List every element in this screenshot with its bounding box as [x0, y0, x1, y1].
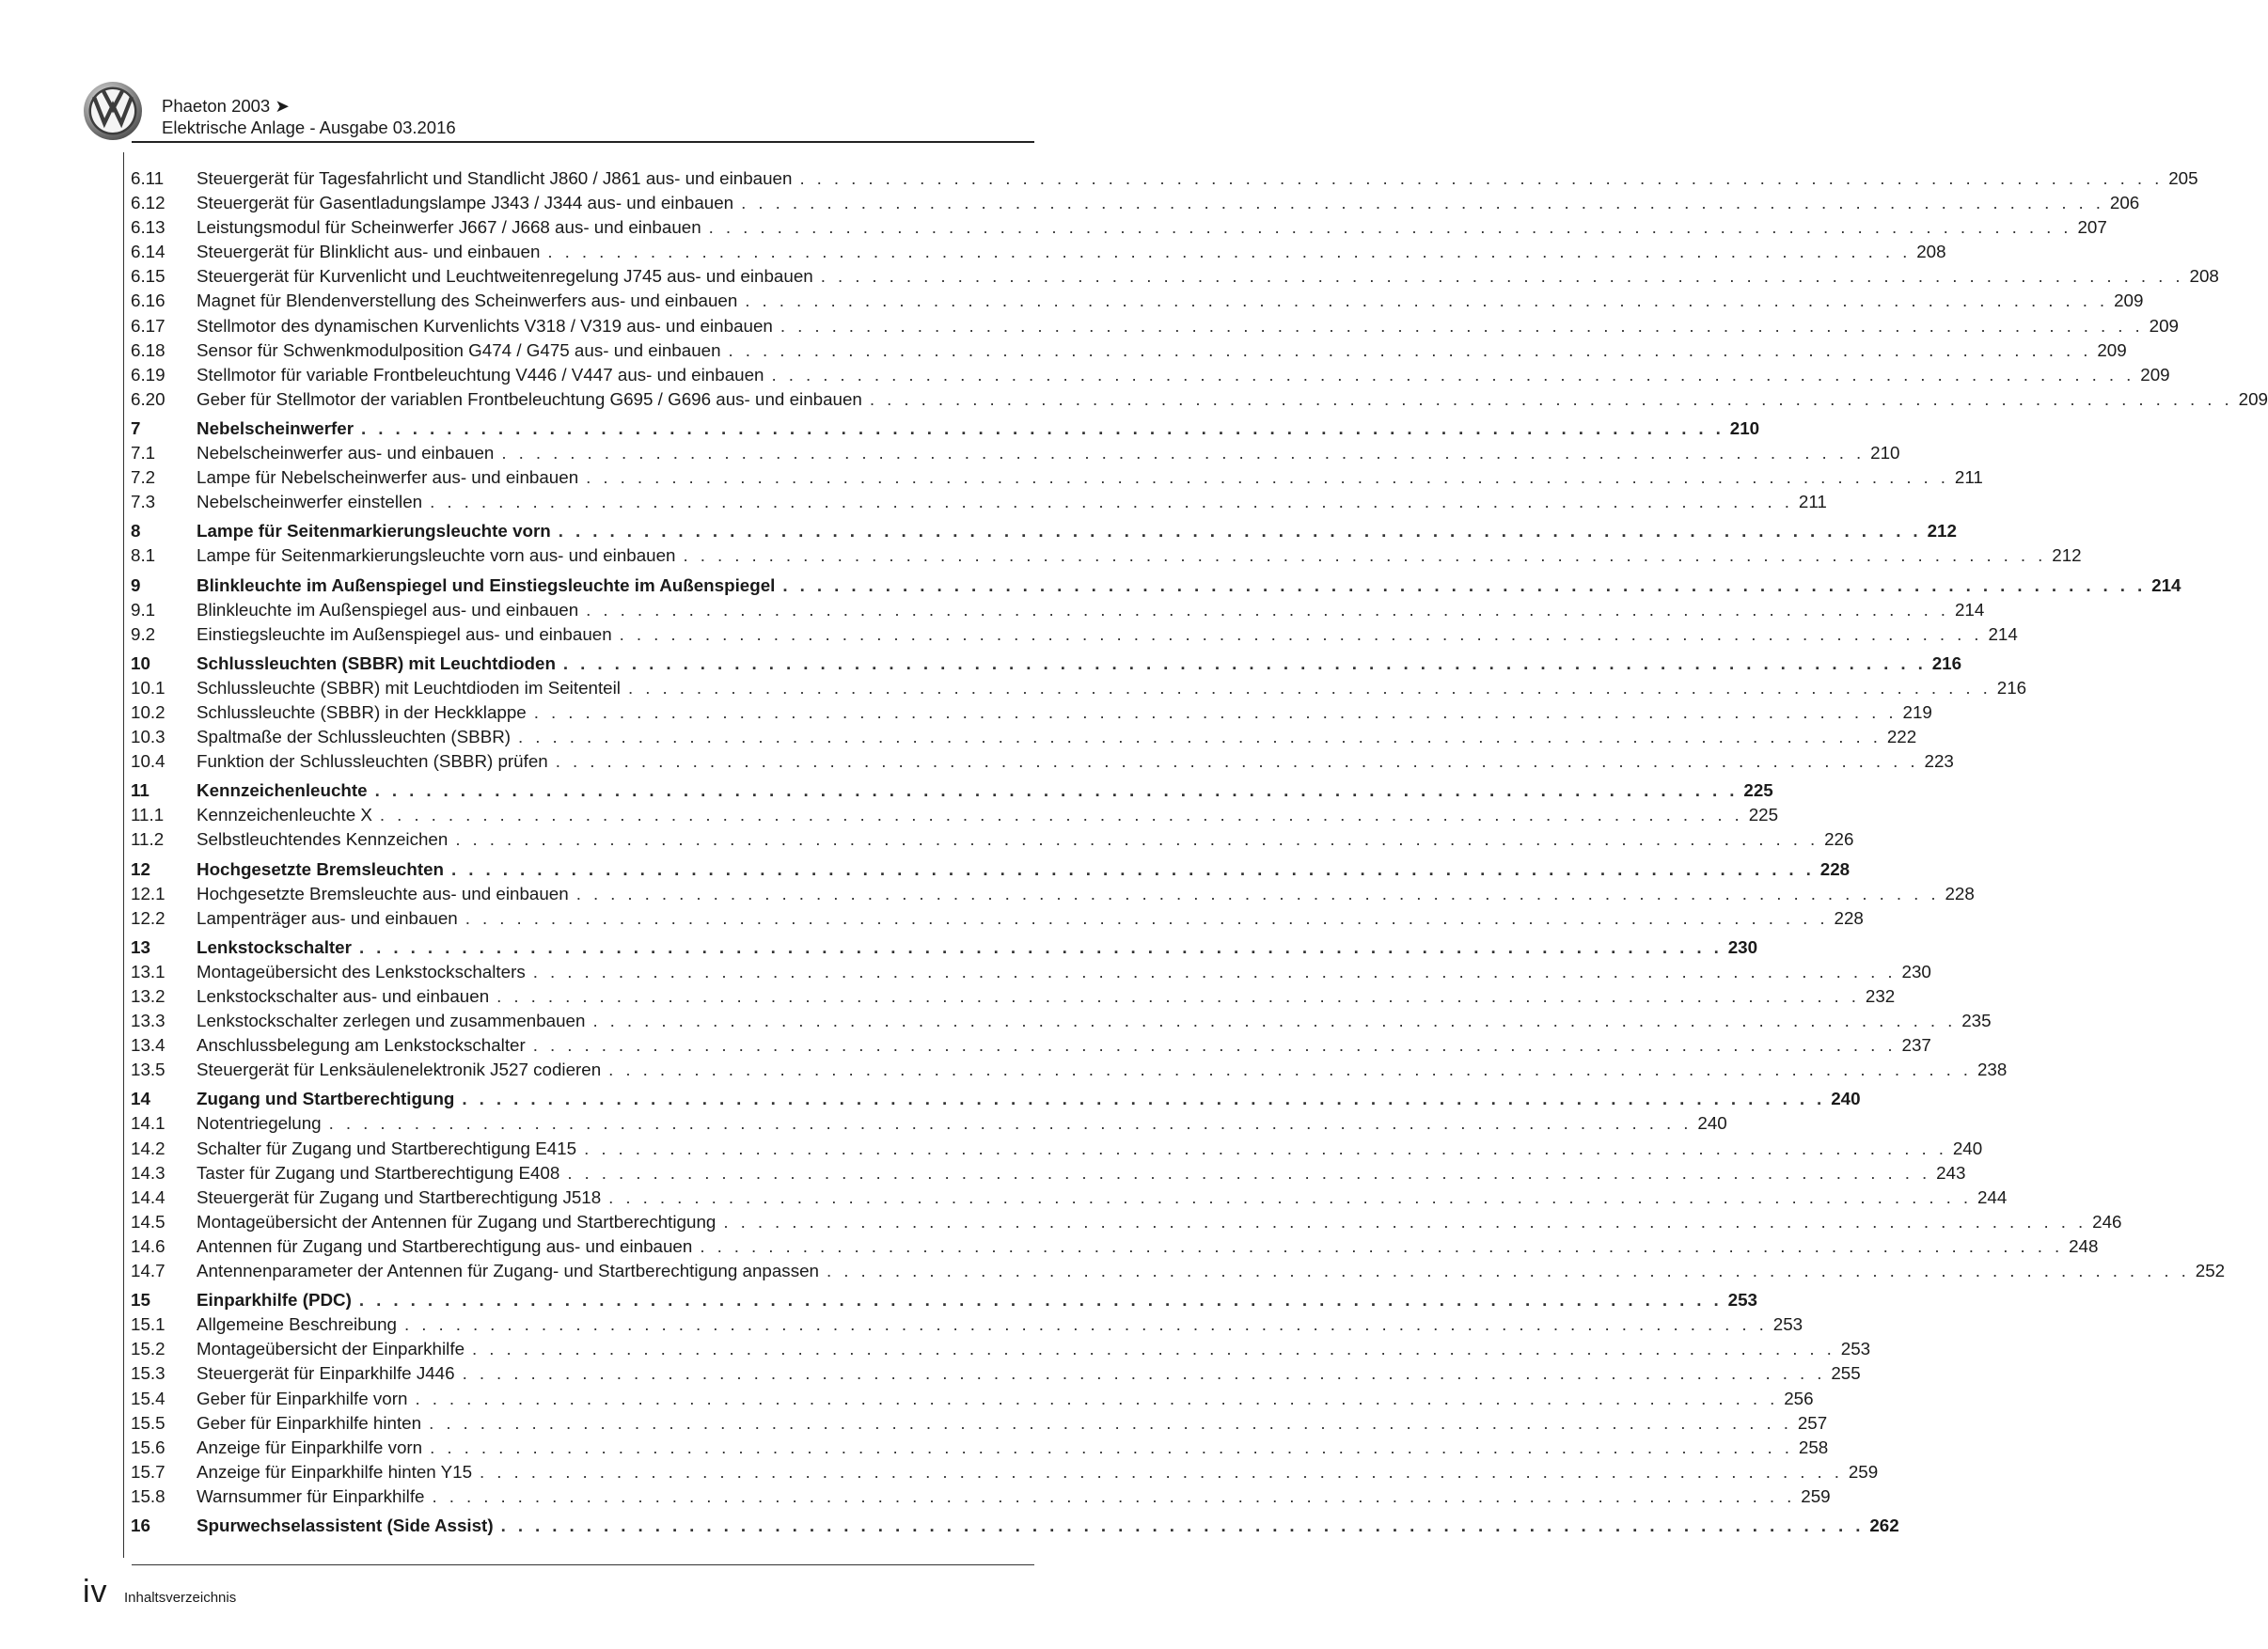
toc-entry-page: 209 — [2097, 339, 2127, 360]
toc-entry-page: 209 — [2238, 388, 2268, 409]
dot-leader: . . . . . . . . . . . . . . . . . . . . . . . . . . . . . . . . . . . . . . . . . . . . . . . . . . . . . . . . . . . . . . . . . . . . . . . . . . . . . . . . — [619, 623, 1983, 644]
dot-leader: . . . . . . . . . . . . . . . . . . . . . . . . . . . . . . . . . . . . . . . . . . . . . . . . . . . . . . . . . . . . . . . . . . . . . . . . . . . . . . . . — [723, 1211, 2087, 1232]
toc-entry-title: Nebelscheinwerfer aus- und einbauen — [197, 443, 495, 463]
toc-entry-page: 222 — [1886, 727, 1917, 747]
toc-entry-number: 15.7 — [131, 1461, 165, 1482]
toc-entry[interactable] — [131, 1210, 2122, 1234]
toc-entry-number: 6.13 — [131, 217, 165, 238]
toc-entry[interactable] — [131, 1312, 1803, 1337]
toc-entry[interactable] — [131, 1234, 2099, 1259]
toc-entry-page: 214 — [2151, 574, 2181, 595]
toc-entry-page: 212 — [2052, 545, 2082, 566]
toc-entry-title: Funktion der Schlussleuchten (SBBR) prüfen — [197, 751, 548, 772]
toc-entry-number: 11.1 — [131, 805, 165, 825]
toc-entry-title: Steuergerät für Einparkhilfe J446 — [197, 1363, 455, 1384]
page-header — [83, 83, 1032, 139]
toc-entry-page: 225 — [1743, 780, 1773, 801]
toc-entry[interactable] — [131, 622, 2018, 647]
toc-entry-title: Einstiegsleuchte im Außenspiegel aus- und einbauen — [197, 623, 612, 644]
toc-chapter-entry[interactable] — [131, 1087, 1861, 1111]
toc-entry-page: 216 — [1996, 677, 2027, 698]
toc-entry-number: 14.3 — [131, 1162, 165, 1183]
toc-entry[interactable] — [131, 984, 1896, 1009]
toc-entry-number: 15.5 — [131, 1412, 165, 1433]
header-divider — [132, 141, 1034, 143]
toc-entry-number: 6.20 — [131, 388, 165, 409]
toc-entry-number: 13.1 — [131, 961, 165, 982]
toc-entry-number: 14.6 — [131, 1235, 165, 1256]
toc-entry[interactable] — [131, 749, 1954, 774]
toc-entry-page: 214 — [1988, 623, 2018, 644]
toc-entry-title: Hochgesetzte Bremsleuchten — [197, 858, 445, 879]
dot-leader: . . . . . . . . . . . . . . . . . . . . . . . . . . . . . . . . . . . . . . . . . . . . . . . . . . . . . . . . . . . . . . . . . . . . . . . . . . . . . . . . — [432, 1485, 1796, 1506]
toc-chapter-entry[interactable] — [131, 519, 1957, 543]
toc-entry-page: 253 — [1840, 1339, 1871, 1359]
toc-entry-title: Blinkleuchte im Außenspiegel und Einstiegsleuchte im Außenspiegel — [197, 574, 776, 595]
toc-entry-title: Schlussleuchten (SBBR) mit Leuchtdioden — [197, 652, 556, 673]
toc-entry-number: 15.3 — [131, 1363, 165, 1384]
dot-leader: . . . . . . . . . . . . . . . . . . . . . . . . . . . . . . . . . . . . . . . . . . . . . . . . . . . . . . . . . . . . . . . . . . . . . . . . . . . . . . . . — [501, 443, 1866, 463]
toc-entry[interactable] — [131, 191, 2140, 215]
toc-entry-number: 8.1 — [131, 545, 156, 566]
dot-leader: . . . . . . . . . . . . . . . . . . . . . . . . . . . . . . . . . . . . . . . . . . . . . . . . . . . . . . . . . . . . . . . . . . . . . . . . . . . . . . . . — [480, 1461, 1843, 1482]
toc-entry-number: 15.2 — [131, 1339, 165, 1359]
toc-entry[interactable] — [131, 490, 1827, 514]
toc-entry-number: 13.4 — [131, 1035, 165, 1056]
toc-entry[interactable] — [131, 166, 2198, 191]
toc-entry-title: Montageübersicht des Lenkstockschalters — [197, 961, 526, 982]
toc-entry[interactable] — [131, 314, 2179, 338]
toc-entry[interactable] — [131, 264, 2219, 289]
toc-entry-number: 6.19 — [131, 364, 165, 385]
toc-entry[interactable] — [131, 387, 2268, 412]
toc-entry[interactable] — [131, 1387, 1814, 1411]
page-number: iv — [83, 1574, 108, 1610]
footer-divider — [132, 1564, 1034, 1565]
toc-entry[interactable] — [131, 1259, 2226, 1283]
toc-entry-page: 259 — [1848, 1461, 1879, 1482]
toc-entry-page: 225 — [1748, 805, 1779, 825]
toc-entry-number: 14.4 — [131, 1186, 165, 1207]
dot-leader: . . . . . . . . . . . . . . . . . . . . . . . . . . . . . . . . . . . . . . . . . . . . . . . . . . . . . . . . . . . . . . . . . . . . . . . . . . . . . . . . — [741, 193, 2104, 213]
toc-entry-title: Steuergerät für Tagesfahrlicht und Standlicht J860 / J861 aus- und einbauen — [197, 168, 793, 188]
toc-entry-title: Lenkstockschalter — [197, 936, 352, 957]
toc-entry[interactable] — [131, 1460, 1879, 1484]
dot-leader: . . . . . . . . . . . . . . . . . . . . . . . . . . . . . . . . . . . . . . . . . . . . . . . . . . . . . . . . . . . . . . . . . . . . . . . . . . . . . . . . — [700, 1235, 2064, 1256]
dot-leader: . . . . . . . . . . . . . . . . . . . . . . . . . . . . . . . . . . . . . . . . . . . . . . . . . . . . . . . . . . . . . . . . . . . . . . . . . . . . . . . . — [462, 1363, 1826, 1384]
toc-entry-page: 235 — [1961, 1011, 1992, 1031]
toc-entry-number: 16 — [131, 1515, 150, 1535]
toc-entry-page: 209 — [2114, 291, 2144, 311]
toc-entry[interactable] — [131, 1484, 1831, 1509]
margin-line — [123, 152, 124, 1558]
toc-entry-number: 7 — [131, 417, 141, 438]
toc-entry-page: 240 — [1697, 1113, 1727, 1134]
dot-leader: . . . . . . . . . . . . . . . . . . . . . . . . . . . . . . . . . . . . . . . . . . . . . . . . . . . . . . . . . . . . . . . . . . . . . . . . . . . . . . . . — [518, 727, 1882, 747]
dot-leader: . . . . . . . . . . . . . . . . . . . . . . . . . . . . . . . . . . . . . . . . . . . . . . . . . . . . . . . . . . . . . . . . . . . . . . . . . . . . . . . . — [415, 1388, 1779, 1408]
toc-entry-number: 7.3 — [131, 492, 156, 512]
toc-entry[interactable] — [131, 1436, 1829, 1460]
toc-entry[interactable] — [131, 1411, 1828, 1436]
toc-entry-number: 10.2 — [131, 701, 165, 722]
toc-entry-title: Lampe für Seitenmarkierungsleuchte vorn aus- und einbauen — [197, 545, 676, 566]
toc-entry-title: Hochgesetzte Bremsleuchte aus- und einbauen — [197, 883, 569, 903]
toc-entry-number: 15.8 — [131, 1485, 165, 1506]
toc-entry-page: 256 — [1784, 1388, 1814, 1408]
toc-entry-title: Steuergerät für Gasentladungslampe J343 / J344 aus- und einbauen — [197, 193, 734, 213]
toc-entry-number: 6.12 — [131, 193, 165, 213]
toc-entry-number: 6.15 — [131, 266, 165, 287]
toc-entry-number: 14 — [131, 1089, 150, 1109]
toc-entry[interactable] — [131, 465, 1983, 490]
toc-entry[interactable] — [131, 338, 2127, 363]
dot-leader: . . . . . . . . . . . . . . . . . . . . . . . . . . . . . . . . . . . . . . . . . . . . . . . . . . . . . . . . . . . . . . . . . . . . . . . . . . . . . . . . — [533, 701, 1898, 722]
page-footer — [83, 1574, 237, 1610]
dot-leader: . . . . . . . . . . . . . . . . . . . . . . . . . . . . . . . . . . . . . . . . . . . . . . . . . . . . . . . . . . . . . . . . . . . . . . . . . . . . . . . . — [592, 1011, 1957, 1031]
dot-leader: . . . . . . . . . . . . . . . . . . . . . . . . . . . . . . . . . . . . . . . . . . . . . . . . . . . . . . . . . . . . . . . . . . . . . . . . . . . . . . . . — [771, 364, 2135, 385]
toc-entry-title: Allgemeine Beschreibung — [197, 1314, 397, 1335]
dot-leader: . . . . . . . . . . . . . . . . . . . . . . . . . . . . . . . . . . . . . . . . . . . . . . . . . . . . . . . . . . . . . . . . . . . . . . . . . . . . . . . . — [799, 168, 2164, 188]
dot-leader: . . . . . . . . . . . . . . . . . . . . . . . . . . . . . . . . . . . . . . . . . . . . . . . . . . . . . . . . . . . . . . . . . . . . . . . . . . . . . . . . — [555, 751, 1919, 772]
toc-entry-page: 226 — [1824, 829, 1854, 850]
dot-leader: . . . . . . . . . . . . . . . . . . . . . . . . . . . . . . . . . . . . . . . . . . . . . . . . . . . . . . . . . . . . . . . . . . . . . . . . . . . . . . . . — [683, 545, 2047, 566]
toc-entry-page: 208 — [1916, 242, 1946, 262]
toc-entry-page: 253 — [1772, 1314, 1803, 1335]
toc-entry-number: 6.14 — [131, 242, 165, 262]
toc-entry-page: 228 — [1945, 883, 1975, 903]
toc-entry-number: 14.2 — [131, 1138, 165, 1158]
toc-entry-number: 14.7 — [131, 1261, 165, 1281]
toc-entry-number: 10.1 — [131, 677, 165, 698]
dot-leader: . . . . . . . . . . . . . . . . . . . . . . . . . . . . . . . . . . . . . . . . . . . . . . . . . . . . . . . . . . . . . . . . . . . . . . . . . . . . . . . . — [496, 986, 1860, 1006]
dot-leader: . . . . . . . . . . . . . . . . . . . . . . . . . . . . . . . . . . . . . . . . . . . . . . . . . . . . . . . . . . . . . . . . . . . . . . . . . . . . . . . . — [562, 652, 1927, 673]
toc-entry-title: Kennzeichenleuchte — [197, 780, 368, 801]
toc-entry[interactable] — [131, 1161, 1966, 1186]
toc-entry-number: 11.2 — [131, 829, 165, 850]
toc-entry-number: 14.1 — [131, 1113, 165, 1134]
toc-entry-number: 15.4 — [131, 1388, 165, 1408]
dot-leader: . . . . . . . . . . . . . . . . . . . . . . . . . . . . . . . . . . . . . . . . . . . . . . . . . . . . . . . . . . . . . . . . . . . . . . . . . . . . . . . . — [358, 936, 1723, 957]
dot-leader: . . . . . . . . . . . . . . . . . . . . . . . . . . . . . . . . . . . . . . . . . . . . . . . . . . . . . . . . . . . . . . . . . . . . . . . . . . . . . . . . — [379, 805, 1743, 825]
vw-logo-icon — [83, 81, 143, 141]
toc-entry-title: Steuergerät für Lenksäulenelektronik J527 codieren — [197, 1060, 602, 1080]
toc-entry-page: 262 — [1869, 1515, 1899, 1535]
dot-leader: . . . . . . . . . . . . . . . . . . . . . . . . . . . . . . . . . . . . . . . . . . . . . . . . . . . . . . . . . . . . . . . . . . . . . . . . . . . . . . . . — [575, 883, 1940, 903]
toc-entry[interactable] — [131, 827, 1854, 852]
dot-leader: . . . . . . . . . . . . . . . . . . . . . . . . . . . . . . . . . . . . . . . . . . . . . . . . . . . . . . . . . . . . . . . . . . . . . . . . . . . . . . . . — [532, 961, 1897, 982]
dot-leader: . . . . . . . . . . . . . . . . . . . . . . . . . . . . . . . . . . . . . . . . . . . . . . . . . . . . . . . . . . . . . . . . . . . . . . . . . . . . . . . . — [451, 858, 1815, 879]
dot-leader: . . . . . . . . . . . . . . . . . . . . . . . . . . . . . . . . . . . . . . . . . . . . . . . . . . . . . . . . . . . . . . . . . . . . . . . . . . . . . . . . — [532, 1035, 1897, 1056]
toc-entry-number: 6.11 — [131, 168, 165, 188]
toc-chapter-entry[interactable] — [131, 573, 2181, 598]
toc-entry[interactable] — [131, 289, 2144, 313]
toc-chapter-entry[interactable] — [131, 416, 1760, 441]
toc-chapter-entry[interactable] — [131, 778, 1773, 803]
toc-entry-number: 6.18 — [131, 339, 165, 360]
toc-chapter-entry[interactable] — [131, 857, 1851, 882]
dot-leader: . . . . . . . . . . . . . . . . . . . . . . . . . . . . . . . . . . . . . . . . . . . . . . . . . . . . . . . . . . . . . . . . . . . . . . . . . . . . . . . . — [608, 1060, 1972, 1080]
dot-leader: . . . . . . . . . . . . . . . . . . . . . . . . . . . . . . . . . . . . . . . . . . . . . . . . . . . . . . . . . . . . . . . . . . . . . . . . . . . . . . . . — [782, 574, 2147, 595]
toc-entry[interactable] — [131, 1186, 2008, 1210]
dot-leader: . . . . . . . . . . . . . . . . . . . . . . . . . . . . . . . . . . . . . . . . . . . . . . . . . . . . . . . . . . . . . . . . . . . . . . . . . . . . . . . . — [430, 1437, 1793, 1457]
toc-entry-title: Lampe für Nebelscheinwerfer aus- und einbauen — [197, 467, 579, 488]
vehicle-model: Phaeton 2003 ➤ — [162, 96, 290, 116]
toc-entry-page: 228 — [1834, 907, 1864, 928]
toc-entry-page: 223 — [1924, 751, 1954, 772]
manual-edition: Elektrische Anlage - Ausgabe 03.2016 — [162, 118, 456, 137]
dot-leader: . . . . . . . . . . . . . . . . . . . . . . . . . . . . . . . . . . . . . . . . . . . . . . . . . . . . . . . . . . . . . . . . . . . . . . . . . . . . . . . . — [608, 1186, 1972, 1207]
dot-leader: . . . . . . . . . . . . . . . . . . . . . . . . . . . . . . . . . . . . . . . . . . . . . . . . . . . . . . . . . . . . . . . . . . . . . . . . . . . . . . . . — [558, 521, 1922, 542]
toc-entry-page: 238 — [1977, 1060, 2008, 1080]
toc-entry[interactable] — [131, 1009, 1992, 1033]
toc-entry-title: Taster für Zugang und Startberechtigung E408 — [197, 1162, 560, 1183]
toc-entry-page: 253 — [1727, 1290, 1758, 1311]
toc-entry-title: Warnsummer für Einparkhilfe — [197, 1485, 425, 1506]
toc-entry-page: 228 — [1819, 858, 1851, 879]
table-of-contents — [131, 166, 2268, 1538]
toc-entry-title: Lenkstockschalter zerlegen und zusammenbauen — [197, 1011, 586, 1031]
dot-leader: . . . . . . . . . . . . . . . . . . . . . . . . . . . . . . . . . . . . . . . . . . . . . . . . . . . . . . . . . . . . . . . . . . . . . . . . . . . . . . . . — [780, 315, 2144, 336]
toc-entry-page: 206 — [2109, 193, 2140, 213]
dot-leader: . . . . . . . . . . . . . . . . . . . . . . . . . . . . . . . . . . . . . . . . . . . . . . . . . . . . . . . . . . . . . . . . . . . . . . . . . . . . . . . . — [374, 780, 1739, 801]
dot-leader: . . . . . . . . . . . . . . . . . . . . . . . . . . . . . . . . . . . . . . . . . . . . . . . . . . . . . . . . . . . . . . . . . . . . . . . . . . . . . . . . — [404, 1314, 1768, 1335]
toc-entry-title: Steuergerät für Blinklicht aus- und einbauen — [197, 242, 541, 262]
toc-chapter-entry[interactable] — [131, 652, 1962, 676]
toc-entry-title: Spurwechselassistent (Side Assist) — [197, 1515, 494, 1535]
toc-entry-number: 6.17 — [131, 315, 165, 336]
toc-entry-title: Montageübersicht der Einparkhilfe — [197, 1339, 465, 1359]
toc-entry-number: 12.2 — [131, 907, 165, 928]
toc-entry-title: Geber für Einparkhilfe hinten — [197, 1412, 422, 1433]
toc-entry-page: 257 — [1797, 1412, 1828, 1433]
dot-leader: . . . . . . . . . . . . . . . . . . . . . . . . . . . . . . . . . . . . . . . . . . . . . . . . . . . . . . . . . . . . . . . . . . . . . . . . . . . . . . . . — [429, 1412, 1792, 1433]
toc-entry[interactable] — [131, 1111, 1727, 1136]
toc-entry-title: Geber für Stellmotor der variablen Frontbeleuchtung G695 / G696 aus- und einbauen — [197, 388, 862, 409]
toc-entry-page: 211 — [1798, 492, 1827, 512]
toc-entry-title: Antennenparameter der Antennen für Zugang- und Startberechtigung anpassen — [197, 1261, 819, 1281]
toc-entry-page: 248 — [2069, 1235, 2099, 1256]
toc-entry-title: Montageübersicht der Antennen für Zugang und Startberechtigung — [197, 1211, 717, 1232]
toc-entry-number: 13 — [131, 936, 150, 957]
toc-entry[interactable] — [131, 960, 1931, 984]
toc-entry-title: Selbstleuchtendes Kennzeichen — [197, 829, 449, 850]
toc-entry[interactable] — [131, 1058, 2008, 1082]
toc-entry-page: 240 — [1831, 1089, 1861, 1109]
toc-chapter-entry[interactable] — [131, 1288, 1758, 1312]
toc-entry-title: Stellmotor des dynamischen Kurvenlichts V318 / V319 aus- und einbauen — [197, 315, 773, 336]
dot-leader: . . . . . . . . . . . . . . . . . . . . . . . . . . . . . . . . . . . . . . . . . . . . . . . . . . . . . . . . . . . . . . . . . . . . . . . . . . . . . . . . — [465, 907, 1829, 928]
toc-entry-number: 9.2 — [131, 623, 156, 644]
dot-leader: . . . . . . . . . . . . . . . . . . . . . . . . . . . . . . . . . . . . . . . . . . . . . . . . . . . . . . . . . . . . . . . . . . . . . . . . . . . . . . . . — [472, 1339, 1835, 1359]
toc-chapter-entry[interactable] — [131, 1514, 1899, 1538]
toc-entry-title: Spaltmaße der Schlussleuchten (SBBR) — [197, 727, 512, 747]
toc-entry-title: Nebelscheinwerfer — [197, 417, 354, 438]
dot-leader: . . . . . . . . . . . . . . . . . . . . . . . . . . . . . . . . . . . . . . . . . . . . . . . . . . . . . . . . . . . . . . . . . . . . . . . . . . . . . . . . — [328, 1113, 1693, 1134]
toc-entry-page: 209 — [2149, 315, 2179, 336]
toc-entry-page: 237 — [1901, 1035, 1931, 1056]
toc-chapter-entry[interactable] — [131, 935, 1758, 960]
toc-entry[interactable] — [131, 598, 1985, 622]
toc-entry[interactable] — [131, 1033, 1931, 1058]
toc-entry-page: 209 — [2140, 364, 2170, 385]
toc-entry-title: Antennen für Zugang und Startberechtigung aus- und einbauen — [197, 1235, 693, 1256]
toc-entry-title: Anschlussbelegung am Lenkstockschalter — [197, 1035, 526, 1056]
toc-entry-title: Steuergerät für Zugang und Startberechtigung J518 — [197, 1186, 602, 1207]
dot-leader: . . . . . . . . . . . . . . . . . . . . . . . . . . . . . . . . . . . . . . . . . . . . . . . . . . . . . . . . . . . . . . . . . . . . . . . . . . . . . . . . — [455, 829, 1819, 850]
toc-entry-title: Anzeige für Einparkhilfe vorn — [197, 1437, 423, 1457]
dot-leader: . . . . . . . . . . . . . . . . . . . . . . . . . . . . . . . . . . . . . . . . . . . . . . . . . . . . . . . . . . . . . . . . . . . . . . . . . . . . . . . . — [586, 467, 1949, 488]
dot-leader: . . . . . . . . . . . . . . . . . . . . . . . . . . . . . . . . . . . . . . . . . . . . . . . . . . . . . . . . . . . . . . . . . . . . . . . . . . . . . . . . — [361, 417, 1725, 438]
toc-entry-page: 210 — [1729, 417, 1760, 438]
dot-leader: . . . . . . . . . . . . . . . . . . . . . . . . . . . . . . . . . . . . . . . . . . . . . . . . . . . . . . . . . . . . . . . . . . . . . . . . . . . . . . . . — [820, 266, 2184, 287]
toc-entry-title: Stellmotor für variable Frontbeleuchtung V446 / V447 aus- und einbauen — [197, 364, 764, 385]
dot-leader: . . . . . . . . . . . . . . . . . . . . . . . . . . . . . . . . . . . . . . . . . . . . . . . . . . . . . . . . . . . . . . . . . . . . . . . . . . . . . . . . — [869, 388, 2233, 409]
toc-entry-page: 230 — [1727, 936, 1758, 957]
dot-leader: . . . . . . . . . . . . . . . . . . . . . . . . . . . . . . . . . . . . . . . . . . . . . . . . . . . . . . . . . . . . . . . . . . . . . . . . . . . . . . . . — [567, 1162, 1931, 1183]
dot-leader: . . . . . . . . . . . . . . . . . . . . . . . . . . . . . . . . . . . . . . . . . . . . . . . . . . . . . . . . . . . . . . . . . . . . . . . . . . . . . . . . — [584, 1138, 1947, 1158]
toc-entry-number: 8 — [131, 521, 141, 542]
toc-entry-number: 13.2 — [131, 986, 165, 1006]
toc-entry[interactable] — [131, 906, 1864, 931]
toc-entry[interactable] — [131, 441, 1900, 465]
toc-entry-number: 15.6 — [131, 1437, 165, 1457]
toc-entry-number: 9 — [131, 574, 141, 595]
toc-entry-page: 240 — [1952, 1138, 1983, 1158]
toc-entry-number: 15 — [131, 1290, 150, 1311]
toc-entry-page: 207 — [2077, 217, 2107, 238]
toc-entry-number: 9.1 — [131, 599, 156, 620]
toc-entry-page: 210 — [1870, 443, 1900, 463]
dot-leader: . . . . . . . . . . . . . . . . . . . . . . . . . . . . . . . . . . . . . . . . . . . . . . . . . . . . . . . . . . . . . . . . . . . . . . . . . . . . . . . . — [826, 1261, 2190, 1281]
dot-leader: . . . . . . . . . . . . . . . . . . . . . . . . . . . . . . . . . . . . . . . . . . . . . . . . . . . . . . . . . . . . . . . . . . . . . . . . . . . . . . . . — [500, 1515, 1865, 1535]
toc-entry-title: Anzeige für Einparkhilfe hinten Y15 — [197, 1461, 473, 1482]
toc-entry[interactable] — [131, 700, 1932, 725]
toc-entry-page: 232 — [1865, 986, 1896, 1006]
toc-entry-title: Leistungsmodul für Scheinwerfer J667 / J668 aus- und einbauen — [197, 217, 701, 238]
toc-entry[interactable] — [131, 725, 1917, 749]
toc-entry-title: Lenkstockschalter aus- und einbauen — [197, 986, 490, 1006]
dot-leader: . . . . . . . . . . . . . . . . . . . . . . . . . . . . . . . . . . . . . . . . . . . . . . . . . . . . . . . . . . . . . . . . . . . . . . . . . . . . . . . . — [358, 1290, 1723, 1311]
toc-entry-title: Geber für Einparkhilfe vorn — [197, 1388, 408, 1408]
toc-entry-page: 219 — [1902, 701, 1932, 722]
toc-entry[interactable] — [131, 803, 1779, 827]
toc-entry-title: Schlussleuchte (SBBR) mit Leuchtdioden im Seitenteil — [197, 677, 621, 698]
toc-entry-title: Notentriegelung — [197, 1113, 322, 1134]
toc-entry-title: Kennzeichenleuchte X — [197, 805, 372, 825]
toc-entry-page: 211 — [1954, 467, 1983, 488]
toc-entry[interactable] — [131, 1361, 1861, 1386]
toc-entry-title: Zugang und Startberechtigung — [197, 1089, 455, 1109]
toc-entry-page: 216 — [1931, 652, 1962, 673]
toc-entry[interactable] — [131, 1337, 1871, 1361]
dot-leader: . . . . . . . . . . . . . . . . . . . . . . . . . . . . . . . . . . . . . . . . . . . . . . . . . . . . . . . . . . . . . . . . . . . . . . . . . . . . . . . . — [728, 339, 2092, 360]
dot-leader: . . . . . . . . . . . . . . . . . . . . . . . . . . . . . . . . . . . . . . . . . . . . . . . . . . . . . . . . . . . . . . . . . . . . . . . . . . . . . . . . — [586, 599, 1949, 620]
toc-entry-number: 14.5 — [131, 1211, 165, 1232]
toc-entry-number: 6.16 — [131, 291, 165, 311]
toc-entry[interactable] — [131, 215, 2107, 240]
toc-entry-title: Einparkhilfe (PDC) — [197, 1290, 352, 1311]
toc-entry-title: Lampe für Seitenmarkierungsleuchte vorn — [197, 521, 551, 542]
dot-leader: . . . . . . . . . . . . . . . . . . . . . . . . . . . . . . . . . . . . . . . . . . . . . . . . . . . . . . . . . . . . . . . . . . . . . . . . . . . . . . . . — [547, 242, 1912, 262]
toc-entry-number: 13.3 — [131, 1011, 165, 1031]
toc-entry-number: 11 — [131, 780, 150, 801]
dot-leader: . . . . . . . . . . . . . . . . . . . . . . . . . . . . . . . . . . . . . . . . . . . . . . . . . . . . . . . . . . . . . . . . . . . . . . . . . . . . . . . . — [745, 291, 2109, 311]
toc-entry[interactable] — [131, 240, 1946, 264]
toc-entry-title: Steuergerät für Kurvenlicht und Leuchtweitenregelung J745 aus- und einbauen — [197, 266, 813, 287]
toc-entry-title: Lampenträger aus- und einbauen — [197, 907, 458, 928]
toc-entry-number: 10.4 — [131, 751, 165, 772]
toc-entry-number: 7.1 — [131, 443, 156, 463]
toc-entry-page: 208 — [2189, 266, 2219, 287]
dot-leader: . . . . . . . . . . . . . . . . . . . . . . . . . . . . . . . . . . . . . . . . . . . . . . . . . . . . . . . . . . . . . . . . . . . . . . . . . . . . . . . . — [430, 492, 1793, 512]
toc-entry-page: 259 — [1801, 1485, 1831, 1506]
toc-entry-title: Sensor für Schwenkmodulposition G474 / G475 aus- und einbauen — [197, 339, 721, 360]
dot-leader: . . . . . . . . . . . . . . . . . . . . . . . . . . . . . . . . . . . . . . . . . . . . . . . . . . . . . . . . . . . . . . . . . . . . . . . . . . . . . . . . — [708, 217, 2072, 238]
dot-leader: . . . . . . . . . . . . . . . . . . . . . . . . . . . . . . . . . . . . . . . . . . . . . . . . . . . . . . . . . . . . . . . . . . . . . . . . . . . . . . . . — [627, 677, 1992, 698]
toc-entry-title: Magnet für Blendenverstellung des Scheinwerfers aus- und einbauen — [197, 291, 738, 311]
footer-label: Inhaltsverzeichnis — [124, 1590, 237, 1606]
toc-entry-page: 244 — [1977, 1186, 2008, 1207]
toc-entry-number: 10 — [131, 652, 150, 673]
toc-entry[interactable] — [131, 1137, 1983, 1161]
toc-entry-title: Schalter für Zugang und Startberechtigung E415 — [197, 1138, 577, 1158]
toc-entry-title: Schlussleuchte (SBBR) in der Heckklappe — [197, 701, 527, 722]
toc-entry-page: 212 — [1927, 521, 1957, 542]
toc-entry-title: Nebelscheinwerfer einstellen — [197, 492, 423, 512]
toc-entry[interactable] — [131, 882, 1975, 906]
toc-entry[interactable] — [131, 363, 2170, 387]
toc-entry[interactable] — [131, 543, 2082, 568]
toc-entry-page: 246 — [2092, 1211, 2122, 1232]
toc-entry-page: 205 — [2168, 168, 2198, 188]
toc-entry-page: 214 — [1954, 599, 1985, 620]
toc-entry-page: 258 — [1798, 1437, 1829, 1457]
toc-entry-number: 10.3 — [131, 727, 165, 747]
toc-entry-number: 12 — [131, 858, 150, 879]
toc-entry-page: 252 — [2195, 1261, 2226, 1281]
toc-entry[interactable] — [131, 676, 2027, 700]
toc-entry-title: Blinkleuchte im Außenspiegel aus- und einbauen — [197, 599, 579, 620]
toc-entry-number: 15.1 — [131, 1314, 165, 1335]
toc-entry-page: 230 — [1901, 961, 1931, 982]
toc-entry-number: 12.1 — [131, 883, 165, 903]
dot-leader: . . . . . . . . . . . . . . . . . . . . . . . . . . . . . . . . . . . . . . . . . . . . . . . . . . . . . . . . . . . . . . . . . . . . . . . . . . . . . . . . — [462, 1089, 1826, 1109]
toc-entry-number: 13.5 — [131, 1060, 165, 1080]
toc-entry-page: 243 — [1936, 1162, 1966, 1183]
toc-entry-number: 7.2 — [131, 467, 156, 488]
toc-entry-page: 255 — [1831, 1363, 1861, 1384]
